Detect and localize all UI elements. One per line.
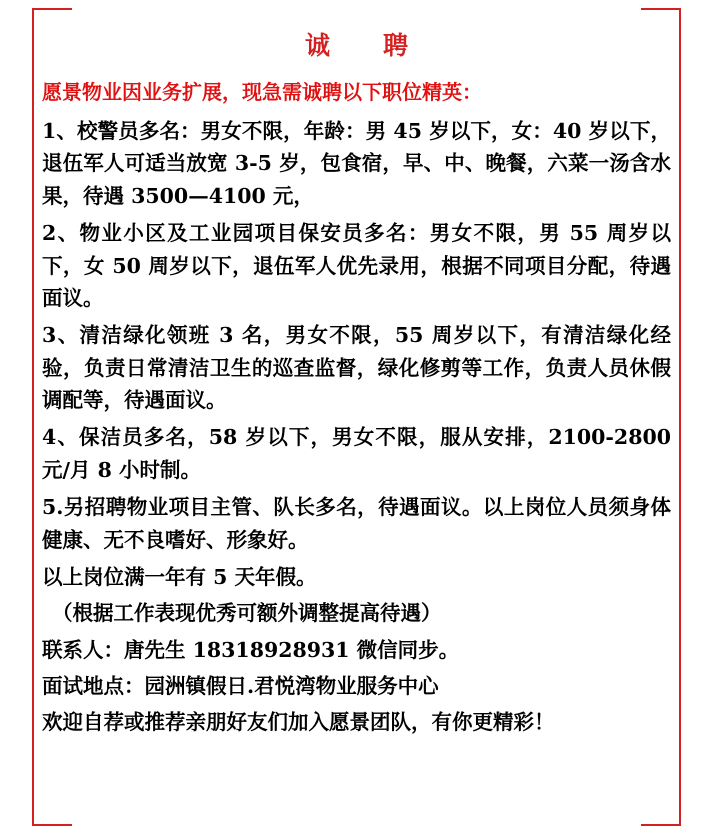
lead-paragraph: 愿景物业因业务扩展，现急需诚聘以下职位精英： [42,80,482,104]
frame-border-bottom-right [641,824,681,826]
job-item-1: 1、校警员多名：男女不限，年龄：男 45 岁以下，女：40 岁以下，退伍军人可适当放宽 3-5 岁，包食宿，早、中、晚餐，六菜一汤含水果，待遇 3500—4100 元， [42,119,671,208]
frame-border-top-right [641,8,681,10]
performance-bonus-note: （根据工作表现优秀可额外调整提高待遇） [52,601,442,626]
document-content [42,26,671,745]
frame-border-right [679,8,681,826]
annual-leave-note: 以上岗位满一年有 5 天年假。 [42,564,317,589]
closing-invitation: 欢迎自荐或推荐亲朋好友们加入愿景团队，有你更精彩！ [42,710,555,735]
contact-person: 联系人：唐先生 18318928931 微信同步。 [42,637,460,662]
job-item-2: 2、物业小区及工业园项目保安员多名：男女不限，男 55 周岁以下，女 50 周岁以下，退伍军人优先录用，根据不同项目分配，待遇面议。 [42,221,671,310]
interview-location: 面试地点：园洲镇假日.君悦湾物业服务中心 [42,674,439,698]
frame-border-bottom-left [32,824,72,826]
job-item-3: 3、清洁绿化领班 3 名，男女不限，55 周岁以下，有清洁绿化经验，负责日常清洁卫生的巡查监督，绿化修剪等工作，负责人员休假调配等，待遇面议。 [42,323,671,412]
frame-border-left [32,8,34,826]
job-item-5: 5.另招聘物业项目主管、队长多名，待遇面议。以上岗位人员须身体健康、无不良嗜好、形象好。 [42,495,671,552]
page-title: 诚 聘 [304,31,422,60]
job-item-4: 4、保洁员多名，58 岁以下，男女不限，服从安排，2100-2800 元/月 8 小时制。 [42,425,671,482]
frame-border-top-left [32,8,72,10]
